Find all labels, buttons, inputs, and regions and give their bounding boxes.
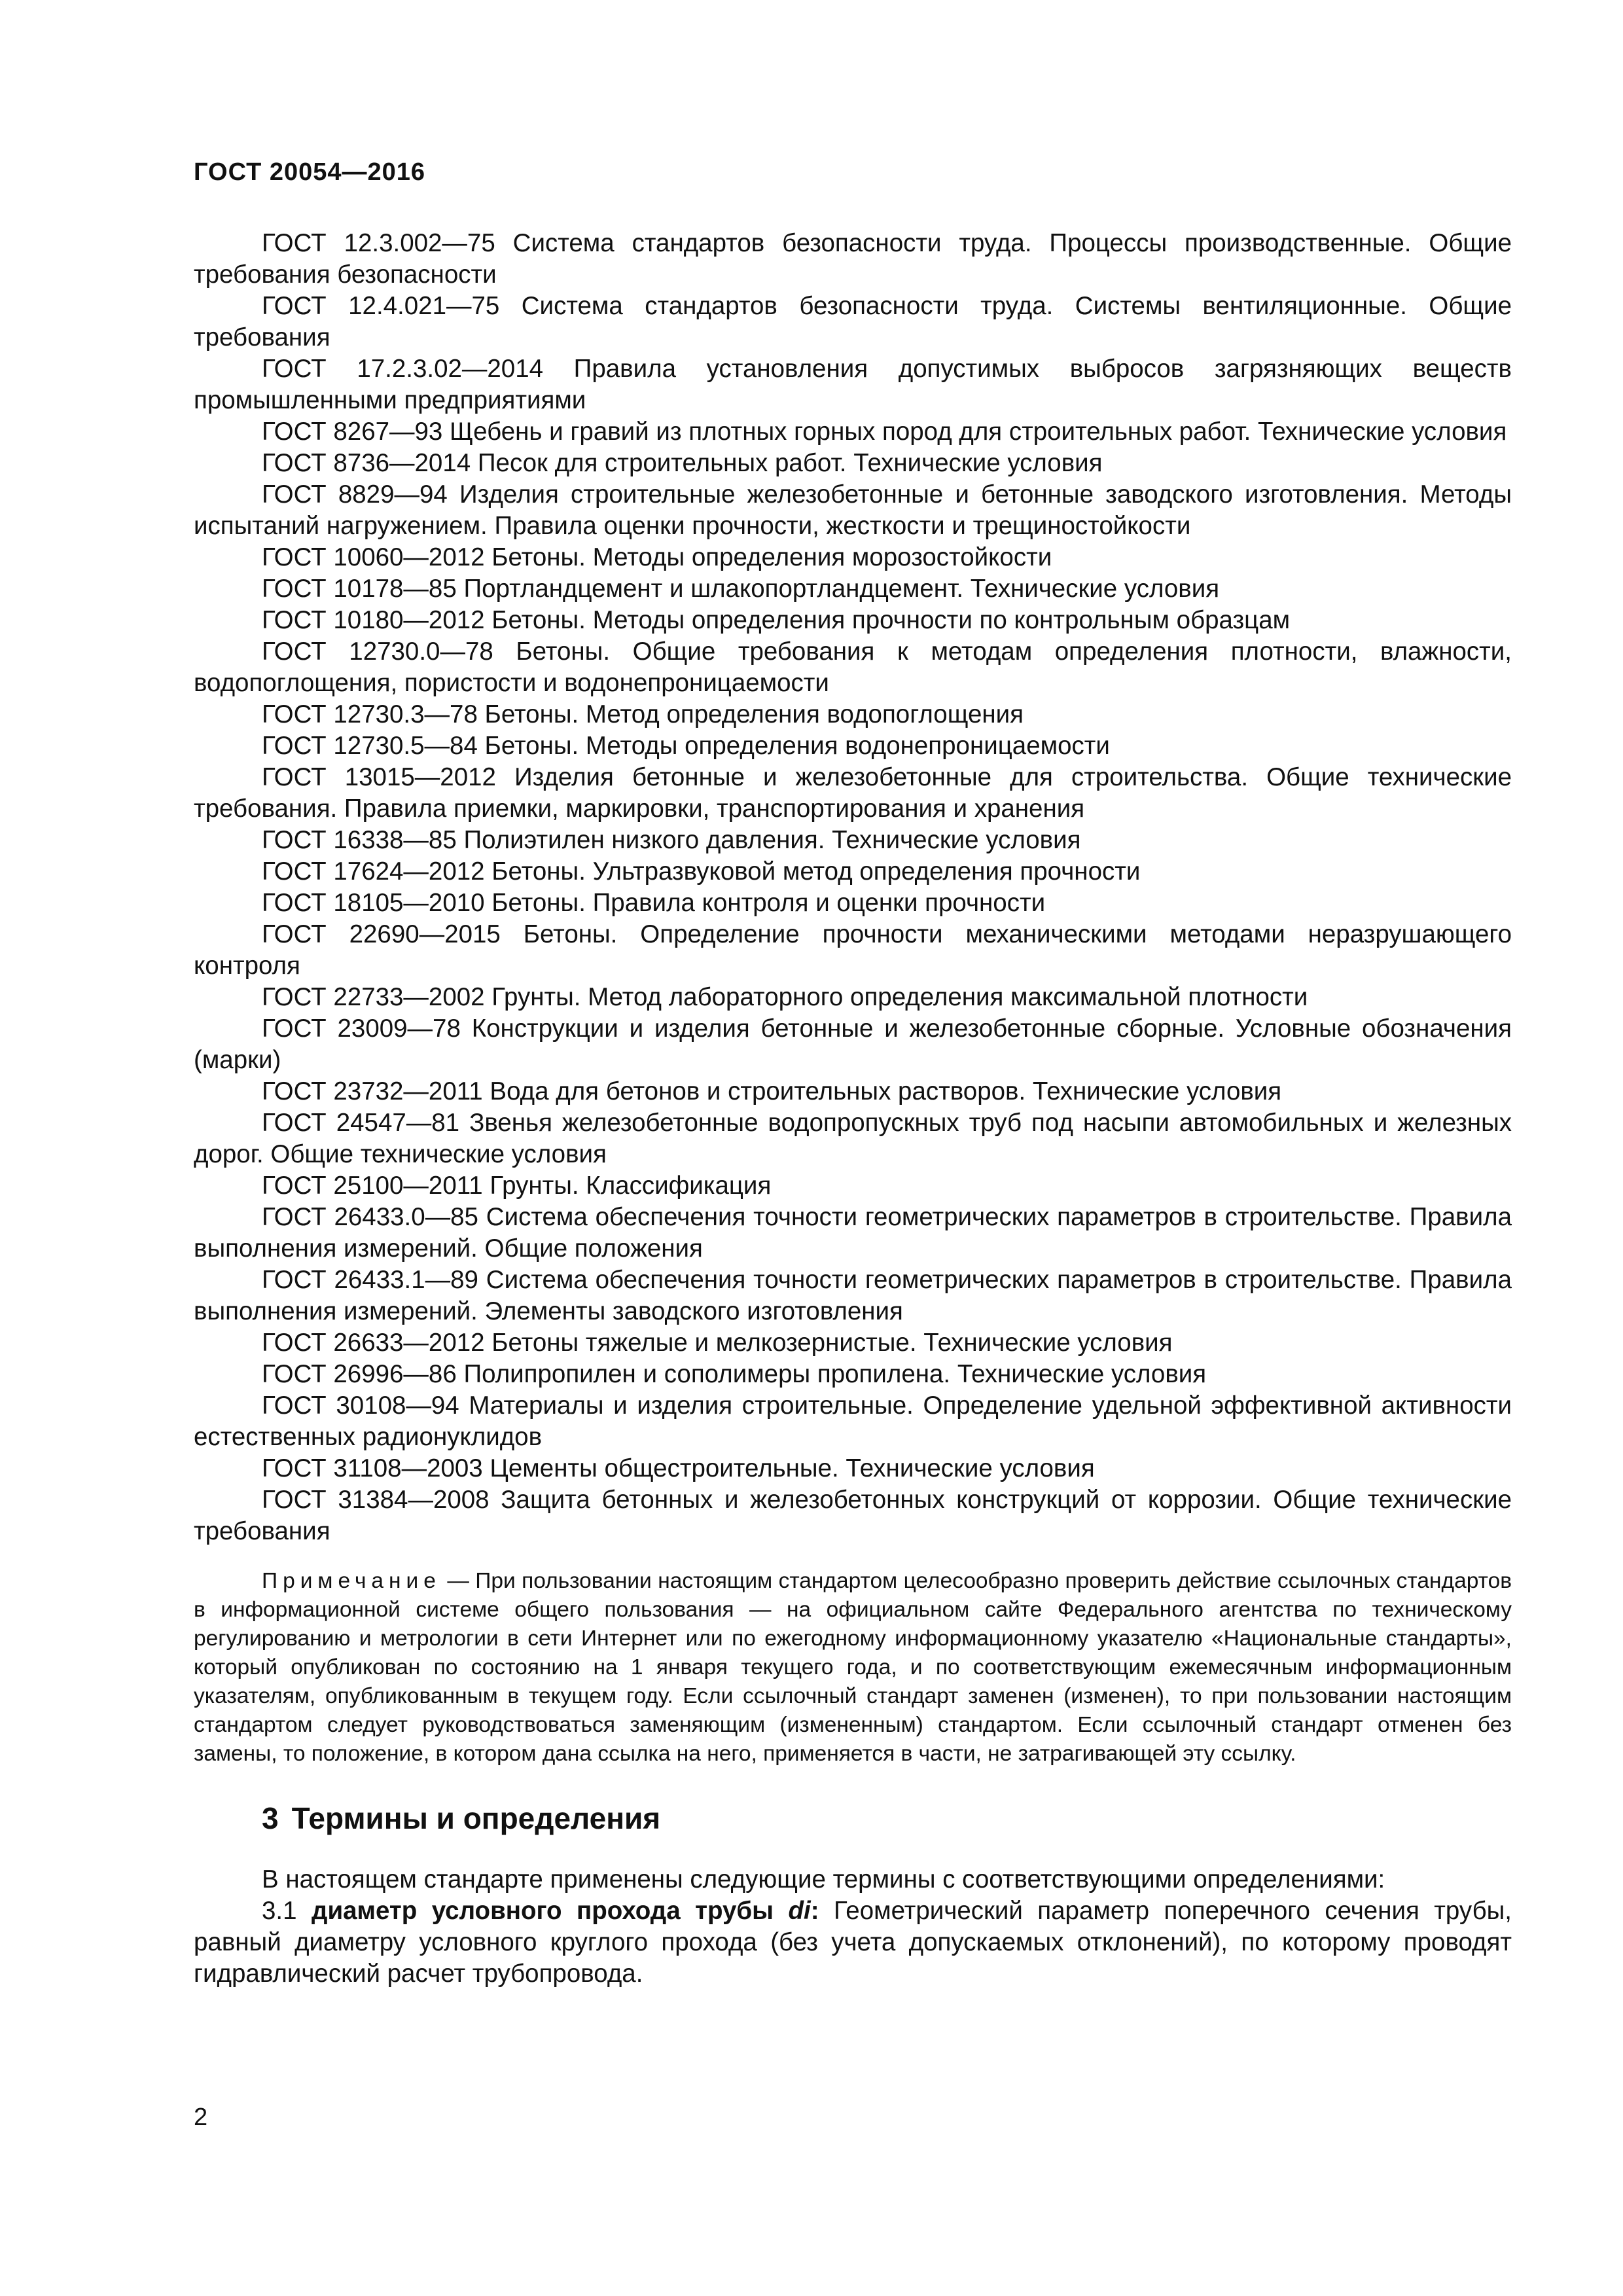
reference-item: ГОСТ 24547—81 Звенья железобетонные водопропускных труб под насыпи автомобильных и железных дорог. Общие технические условия <box>194 1109 1512 1168</box>
reference-item: ГОСТ 10180—2012 Бетоны. Методы определения прочности по контрольным образцам <box>262 606 1291 634</box>
normative-references-list <box>194 228 1512 1547</box>
reference-item: ГОСТ 26633—2012 Бетоны тяжелые и мелкозернистые. Технические условия <box>262 1329 1173 1357</box>
reference-item: ГОСТ 8829—94 Изделия строительные железобетонные и бетонные заводского изготовления. Методы испытаний нагружением. Правила оценки прочности, жесткости и трещиностойкости <box>194 480 1512 540</box>
reference-item: ГОСТ 13015—2012 Изделия бетонные и железобетонные для строительства. Общие технические требования. Правила приемки, маркировки, транспортирования и хранения <box>194 763 1512 823</box>
reference-item: ГОСТ 12730.5—84 Бетоны. Методы определения водонепроницаемости <box>262 732 1110 760</box>
reference-item: ГОСТ 22733—2002 Грунты. Метод лабораторного определения максимальной плотности <box>262 983 1308 1011</box>
reference-item: ГОСТ 8736—2014 Песок для строительных работ. Технические условия <box>262 449 1103 477</box>
reference-item: ГОСТ 26433.0—85 Система обеспечения точности геометрических параметров в строительстве. Правила выполнения измерений. Общие положения <box>194 1203 1512 1263</box>
reference-item: ГОСТ 10178—85 Портландцемент и шлакопортландцемент. Технические условия <box>262 575 1220 603</box>
section-intro: В настоящем стандарте применены следующие термины с соответствующими определениями: <box>262 1865 1385 1893</box>
section-number: 3 <box>262 1801 279 1835</box>
definition-number: 3.1 <box>262 1897 297 1925</box>
definition-text: Геометрический параметр поперечного сечения трубы, равный диаметру условного круглого прохода (без учета допускаемых отклонений), по которому проводят гидравлический расчет трубопровода. <box>194 1897 1512 1988</box>
reference-item: ГОСТ 18105—2010 Бетоны. Правила контроля и оценки прочности <box>262 889 1046 917</box>
reference-item: ГОСТ 12.4.021—75 Система стандартов безопасности труда. Системы вентиляционные. Общие требования <box>194 292 1512 351</box>
reference-item: ГОСТ 23009—78 Конструкции и изделия бетонные и железобетонные сборные. Условные обозначения (марки) <box>194 1014 1512 1074</box>
reference-item: ГОСТ 26433.1—89 Система обеспечения точности геометрических параметров в строительстве. Правила выполнения измерений. Элементы заводского изготовления <box>194 1266 1512 1325</box>
definition-item: 3.1 диаметр условного прохода трубы di: Геометрический параметр поперечного сечения трубы, равный диаметру условного круглого прохода (без учета допускаемых отклонений), по которому проводят гидравлический расчет трубопровода. <box>194 1897 1512 1988</box>
reference-item: ГОСТ 26996—86 Полипропилен и сополимеры пропилена. Технические условия <box>262 1360 1207 1388</box>
reference-item: ГОСТ 17.2.3.02—2014 Правила установления допустимых выбросов загрязняющих веществ промышленными предприятиями <box>194 355 1512 414</box>
reference-item: ГОСТ 31108—2003 Цементы общестроительные. Технические условия <box>262 1454 1095 1482</box>
document-body <box>194 228 1512 1990</box>
reference-item: ГОСТ 22690—2015 Бетоны. Определение прочности механическими методами неразрушающего контроля <box>194 920 1512 980</box>
reference-item: ГОСТ 16338—85 Полиэтилен низкого давления. Технические условия <box>262 826 1081 854</box>
section-title: Термины и определения <box>291 1801 661 1835</box>
reference-item: ГОСТ 12730.3—78 Бетоны. Метод определения водопоглощения <box>262 700 1024 728</box>
reference-item: ГОСТ 8267—93 Щебень и гравий из плотных горных пород для строительных работ. Технические условия <box>262 418 1507 446</box>
reference-item: ГОСТ 12730.0—78 Бетоны. Общие требования к методам определения плотности, влажности, водопоглощения, пористости и водонепроницаемости <box>194 637 1512 697</box>
note-paragraph <box>194 1567 1512 1768</box>
reference-item: ГОСТ 10060—2012 Бетоны. Методы определения морозостойкости <box>262 543 1052 571</box>
section-heading <box>194 1799 1512 1838</box>
document-code-header: ГОСТ 20054—2016 <box>194 158 426 186</box>
reference-item: ГОСТ 31384—2008 Защита бетонных и железобетонных конструкций от коррозии. Общие технические требования <box>194 1486 1512 1545</box>
definition-term: диаметр условного прохода трубы <box>312 1897 774 1925</box>
reference-item: ГОСТ 12.3.002—75 Система стандартов безопасности труда. Процессы производственные. Общие требования безопасности <box>194 229 1512 289</box>
definition-symbol: di <box>788 1897 811 1925</box>
reference-item: ГОСТ 17624—2012 Бетоны. Ультразвуковой метод определения прочности <box>262 857 1141 886</box>
note-text: — При пользовании настоящим стандартом целесообразно проверить действие ссылочных стандартов в информационной системе общего пользования — на официальном сайте Федерального агентства по техническому регулированию и метрологии в сети Интернет или по ежегодному информационному указателю «Национальные стандарты», который опубликован по состоянию на 1 января текущего года, и по соответствующим ежемесячным информационным указателям, опубликованным в текущем году. Если ссылочный стандарт заменен (изменен), то при пользовании настоящим стандартом следует руководствоваться заменяющим (измененным) стандартом. Если ссылочный стандарт отменен без замены, то положение, в котором дана ссылка на него, применяется в части, не затрагивающей эту ссылку. <box>194 1569 1512 1766</box>
reference-item: ГОСТ 25100—2011 Грунты. Классификация <box>262 1172 772 1200</box>
reference-item: ГОСТ 23732—2011 Вода для бетонов и строительных растворов. Технические условия <box>262 1077 1282 1105</box>
note-label: Примечание <box>262 1569 441 1593</box>
page-number: 2 <box>194 2104 208 2131</box>
reference-item: ГОСТ 30108—94 Материалы и изделия строительные. Определение удельной эффективной активности естественных радионуклидов <box>194 1391 1512 1451</box>
